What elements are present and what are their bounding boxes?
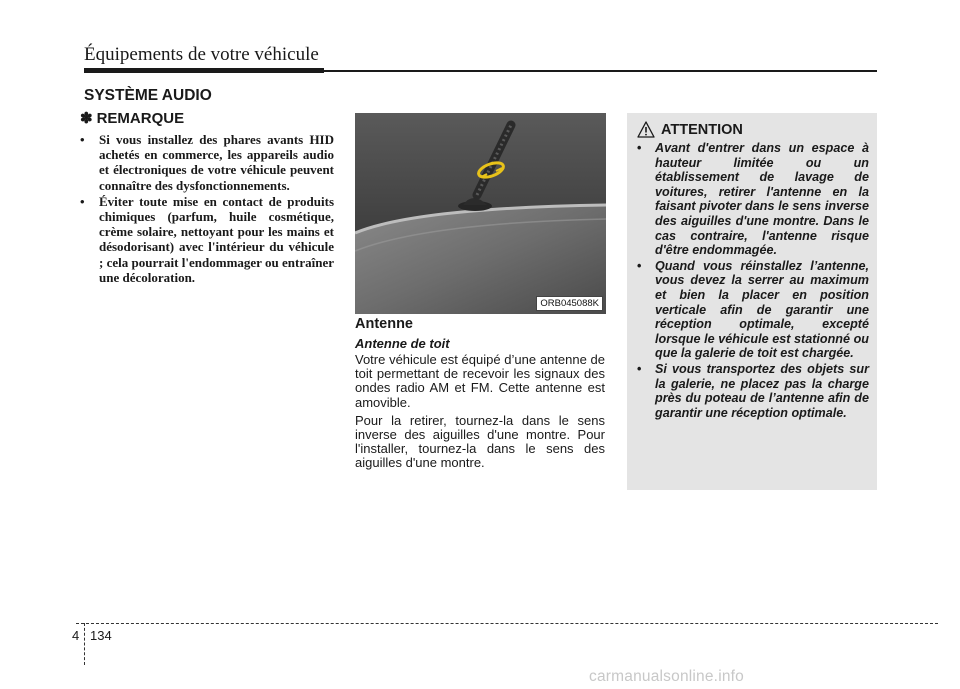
- footer-divider-vertical: [84, 623, 85, 665]
- watermark: carmanualsonline.info: [589, 668, 744, 685]
- note-list: [80, 132, 334, 285]
- caution-item-text: Quand vous réinstallez l’antenne, vous devez la serrer au maximum et bien la placer en position verticale afin de garantir une réception optimale, excepté lorsque le véhicule est stationné ou que la galerie de toit est chargée.: [655, 258, 869, 361]
- figure-code: ORB045088K: [536, 296, 603, 311]
- caution-item-text: Si vous transportez des objets sur la galerie, ne placez pas la charge près du poteau de l’antenne afin de garantir une réception optimale.: [655, 361, 869, 420]
- caution-heading: [635, 121, 869, 138]
- antenna-section: [355, 316, 605, 475]
- note-item: [80, 132, 334, 193]
- caution-item-text: Avant d'entrer dans un espace à hauteur limitée ou un établissement de lavage de voitures, retirer l'antenne en la faisant pivoter dans le sens inverse des aiguilles d'une montre. Dans le cas contraire, l'antenne risque d'être endommagée.: [655, 141, 869, 258]
- section-title: SYSTÈME AUDIO: [84, 87, 212, 104]
- caution-item: [635, 259, 869, 361]
- caution-box: [627, 113, 877, 490]
- caution-item: [635, 362, 869, 420]
- antenna-subtitle: Antenne de toit: [355, 336, 450, 351]
- bullet-icon: •: [80, 132, 85, 147]
- note-item-text: Éviter toute mise en contact de produits chimiques (parfum, huile cosmétique, crème solaire, nettoyant pour les mains et désodorisant) avec l'intérieur du véhicule ; cela pourrait l'endommager ou entraîner une décoloration.: [99, 193, 334, 285]
- bullet-icon: •: [80, 193, 85, 209]
- antenna-title: Antenne: [355, 316, 413, 332]
- note-box: [80, 110, 334, 286]
- page-number: 134: [90, 628, 112, 643]
- header-rule-thin: [324, 70, 877, 72]
- bullet-icon: •: [637, 141, 642, 155]
- asterisk-icon: ✽: [80, 110, 93, 127]
- caution-title: ATTENTION: [661, 121, 743, 138]
- note-title: REMARQUE: [96, 110, 185, 127]
- chapter-number: 4: [72, 628, 80, 643]
- header-rule: [84, 68, 324, 73]
- bullet-icon: •: [637, 361, 642, 376]
- note-item: [80, 194, 334, 285]
- warning-triangle-icon: [637, 121, 655, 138]
- caution-list: [635, 141, 869, 420]
- footer-divider: [76, 623, 938, 624]
- caution-item: [635, 141, 869, 258]
- antenna-photo: [355, 113, 606, 314]
- bullet-icon: •: [637, 258, 642, 273]
- note-heading: [80, 110, 334, 127]
- chapter-title: Équipements de votre véhicule: [84, 44, 319, 65]
- note-item-text: Si vous installez des phares avants HID achetés en commerce, les appareils audio et électroniques de votre véhicule peuvent connaître des dysfonctionnements.: [99, 132, 334, 193]
- antenna-paragraph: Pour la retirer, tournez-la dans le sens inverse des aiguilles d'une montre. Pour l'installer, tournez-la dans le sens des aiguilles d'une montre.: [355, 412, 605, 471]
- antenna-paragraph: Votre véhicule est équipé d’une antenne de toit permettant de recevoir les signaux des ondes radio AM et FM. Cette antenne est amovible.: [355, 352, 605, 410]
- roof-antenna-illustration: [355, 113, 606, 314]
